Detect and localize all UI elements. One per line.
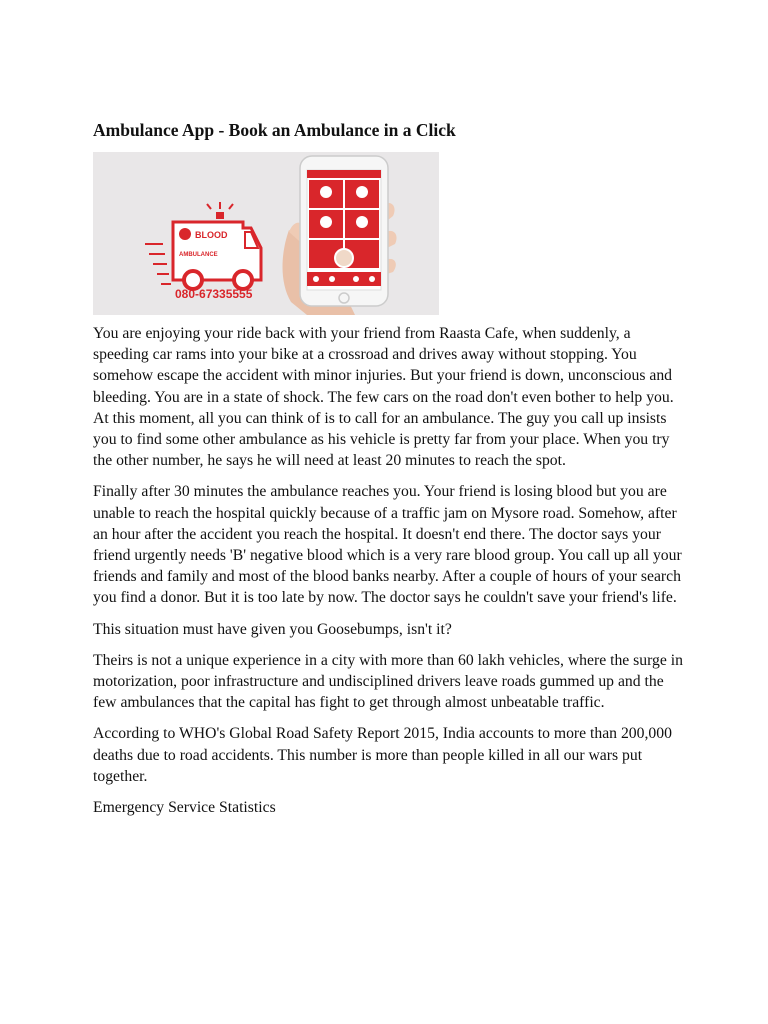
siren-icon [207,202,233,219]
van-brand-text: BLOOD [195,230,228,240]
section-heading-emergency-statistics: Emergency Service Statistics [93,799,276,817]
paragraph-4: Theirs is not a unique experience in a city with more than 60 lakh vehicles, where the surge in motorization, poor infrastructure and undisciplined drivers leave roads gummed up and the few ambulances that the capital has fight to get through almost unbeatable traffic. [93,651,683,712]
speed-streaks [145,244,171,284]
van-label-text: AMBULANCE [179,252,218,258]
article-title: Ambulance App - Book an Ambulance in a Click [93,120,456,140]
paragraph-2: Finally after 30 minutes the ambulance reaches you. Your friend is losing blood but you are unable to reach the hospital quickly because of a traffic jam on Mysore road. Somehow, after an hour after the accident you reach the hospital. It doesn't end there. The doctor says your friend urgently needs 'B' negative blood which is a very rare blood group. You call up all your friends and family and most of the blood banks nearby. After a couple of hours of your search you find a donor. But it is too late by now. The doctor says he couldn't save your friend's life. [93,483,682,607]
ambulance-van-icon [173,222,261,289]
hero-image [93,152,439,315]
paragraph-3: This situation must have given you Goosebumps, isn't it? [93,620,452,638]
phone-number-text: 080-67335555 [175,287,253,301]
paragraph-1: You are enjoying your ride back with your friend from Raasta Cafe, when suddenly, a speeding car rams into your bike at a crossroad and drives away without stopping. You somehow escape the accident with minor injuries. But your friend is down, unconscious and bleeding. You are in a state of shock. The few cars on the road don't even bother to help you. At this moment, all you can think of is to call for an ambulance. The guy you call up insists you to find some other ambulance as his vehicle is pretty far from your place. When you try the other number, he says he will need at least 20 minutes to reach the spot. [93,325,674,470]
paragraph-5: According to WHO's Global Road Safety Report 2015, India accounts to more than 200,000 deaths due to road accidents. This number is more than people killed in all our wars put together. [93,725,672,785]
document-page [93,118,683,828]
smartphone-icon [300,156,388,306]
ambulance-app-illustration [93,152,439,315]
